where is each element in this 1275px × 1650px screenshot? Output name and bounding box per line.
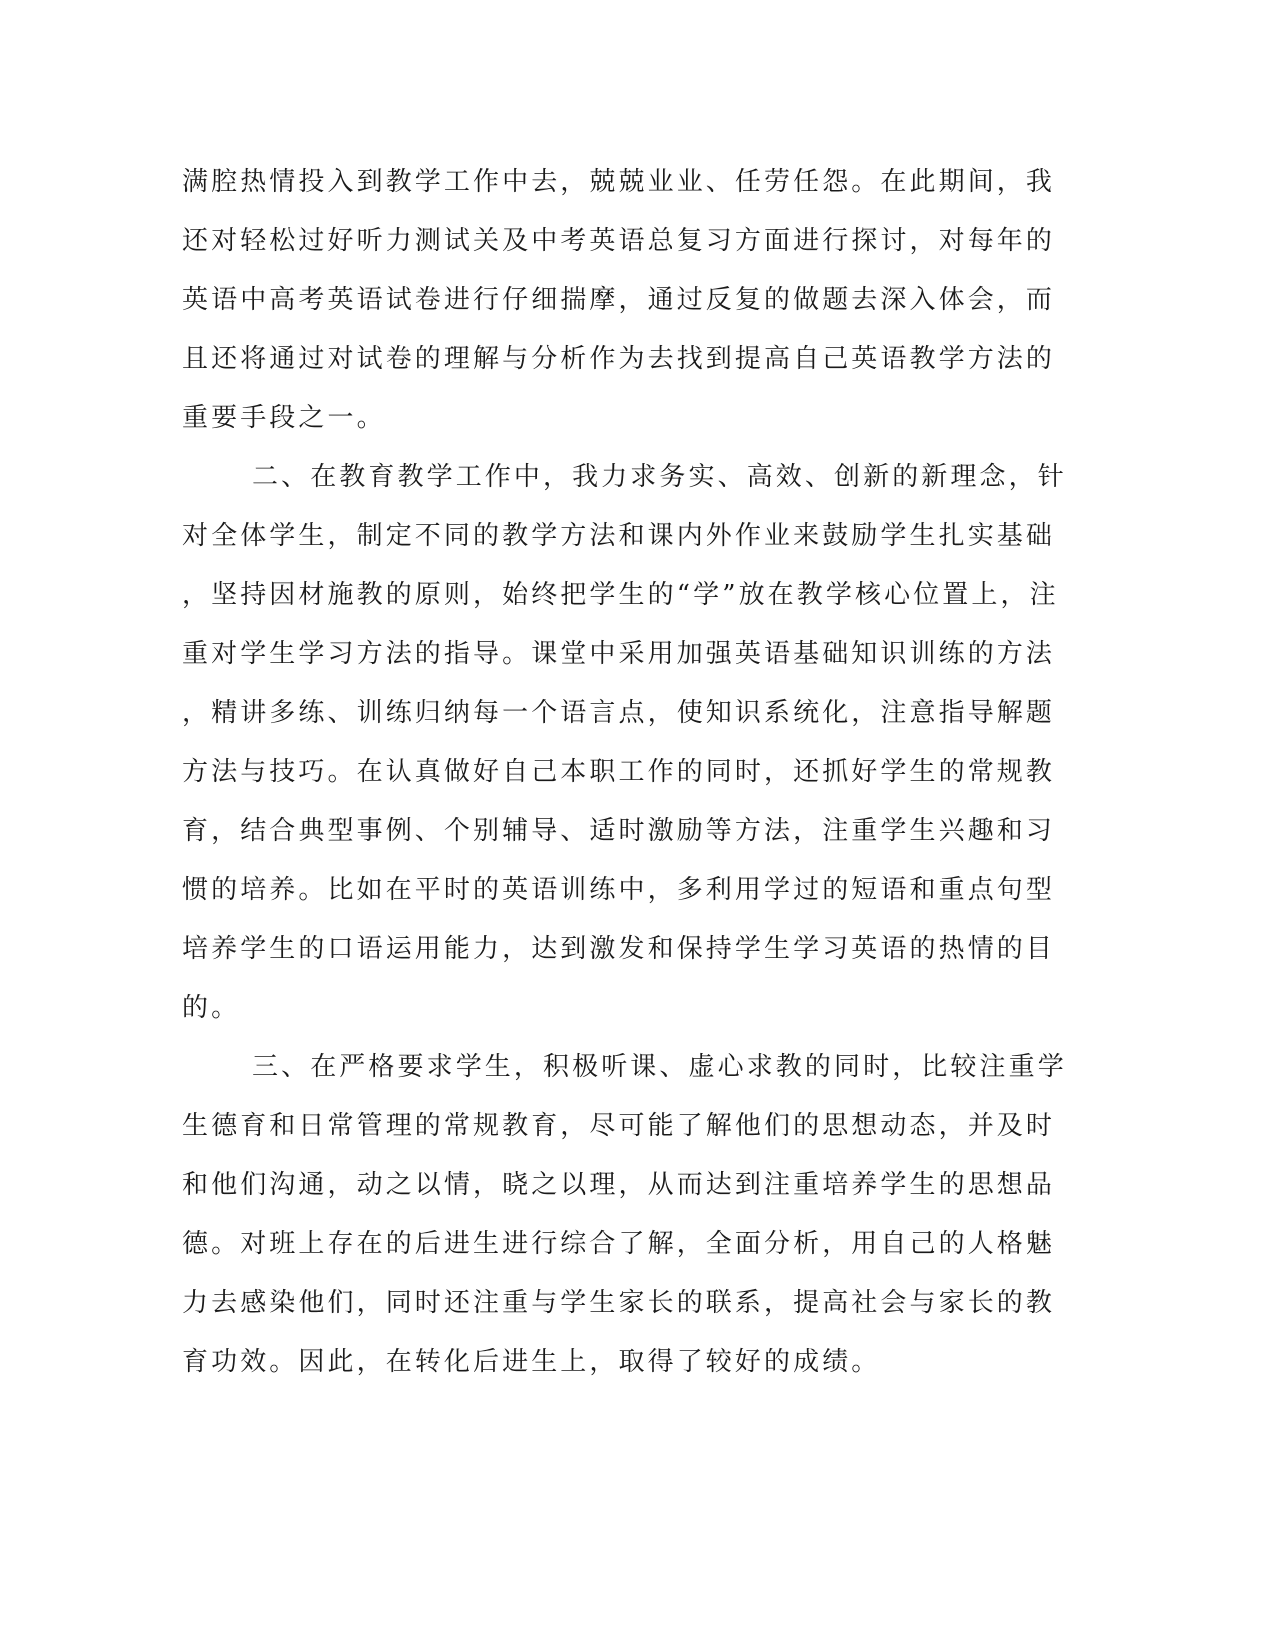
text-line: 且还将通过对试卷的理解与分析作为去找到提高自己英语教学方法的 [182, 344, 1056, 374]
text-line: 重对学生学习方法的指导。课堂中采用加强英语基础知识训练的方法 [182, 639, 1056, 669]
text-line: 三、在严格要求学生，积极听课、虚心求教的同时，比较注重学 [252, 1052, 1067, 1082]
text-line: 对全体学生，制定不同的教学方法和课内外作业来鼓励学生扎实基础 [182, 521, 1056, 551]
text-line: ，坚持因材施教的原则，始终把学生的“学”放在教学核心位置上，注 [182, 580, 1059, 610]
text-line: 育，结合典型事例、个别辅导、适时激励等方法，注重学生兴趣和习 [182, 816, 1056, 846]
text-line: 育功效。因此，在转化后进生上，取得了较好的成绩。 [182, 1347, 881, 1377]
text-line: ，精讲多练、训练归纳每一个语言点，使知识系统化，注意指导解题 [182, 698, 1056, 728]
text-line: 的。 [182, 993, 241, 1023]
text-line: 培养学生的口语运用能力，达到激发和保持学生学习英语的热情的目 [182, 934, 1056, 964]
text-line: 德。对班上存在的后进生进行综合了解，全面分析，用自己的人格魅 [182, 1229, 1056, 1259]
text-line: 惯的培养。比如在平时的英语训练中，多利用学过的短语和重点句型 [182, 875, 1056, 905]
text-line: 英语中高考英语试卷进行仔细揣摩，通过反复的做题去深入体会，而 [182, 285, 1056, 315]
text-line: 力去感染他们，同时还注重与学生家长的联系，提高社会与家长的教 [182, 1288, 1056, 1318]
text-line: 生德育和日常管理的常规教育，尽可能了解他们的思想动态，并及时 [182, 1111, 1056, 1141]
text-line: 和他们沟通，动之以情，晓之以理，从而达到注重培养学生的思想品 [182, 1170, 1056, 1200]
text-line: 还对轻松过好听力测试关及中考英语总复习方面进行探讨，对每年的 [182, 226, 1056, 256]
text-line: 二、在教育教学工作中，我力求务实、高效、创新的新理念，针 [252, 462, 1067, 492]
text-line: 重要手段之一。 [182, 403, 386, 433]
text-line: 满腔热情投入到教学工作中去，兢兢业业、任劳任怨。在此期间，我 [182, 167, 1056, 197]
text-line: 方法与技巧。在认真做好自己本职工作的同时，还抓好学生的常规教 [182, 757, 1056, 787]
